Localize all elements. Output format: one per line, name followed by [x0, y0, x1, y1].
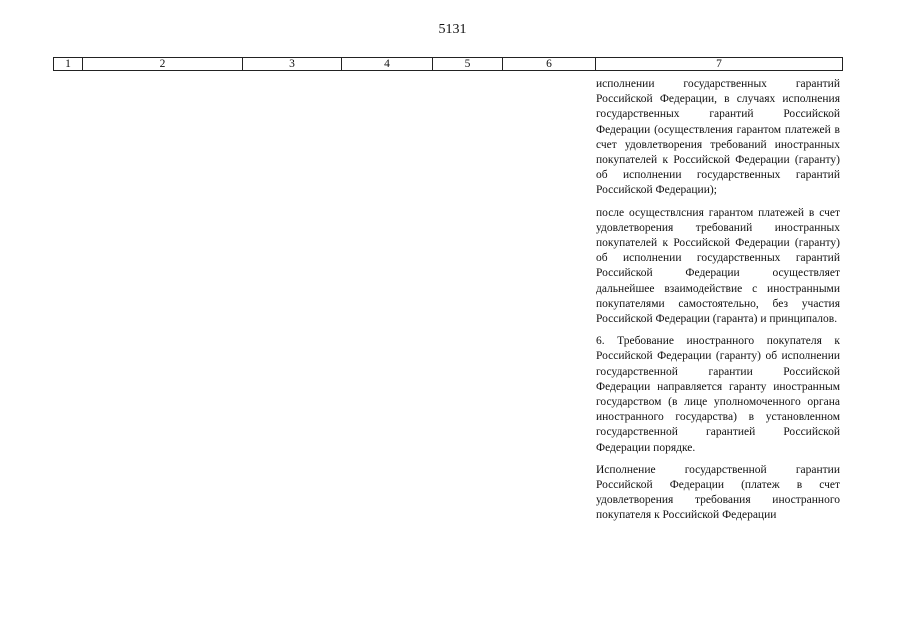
column-header-2: 2 [83, 58, 243, 71]
column-header-row [54, 58, 843, 71]
paragraph: 6. Требование иностранного покупателя к Российской Федерации (гаранту) об исполнении государственной гарантии Российской Федерации направляется гаранту иностранным государством (в лице уполномоченного органа иностранного государства) в установленном государственной гарантией Российской Федерации порядке. [596, 335, 840, 454]
column-header-7: 7 [596, 58, 843, 71]
column-header-5: 5 [433, 58, 503, 71]
column-header-3: 3 [243, 58, 342, 71]
column-header-4: 4 [342, 58, 433, 71]
page-number: 5131 [438, 22, 467, 37]
column-7-text [596, 77, 840, 531]
paragraph: после осуществлсния гарантом платежей в счет удовлетворения требований иностранных покупателей к Российской Федерации (гаранту) об исполнении государственных гарантий Российской Федерации осуществляет дальнейшее взаимодействие с иностранными покупателями самостоятельно, без участия Российской Федерации (гаранта) и принципалов. [596, 206, 840, 326]
paragraph: Исполнение государственной гарантии Российской Федерации (платеж в счет удовлетворения требования иностранного покупателя к Российской Федерации [596, 463, 840, 522]
column-header-6: 6 [503, 58, 596, 71]
paragraph: исполнении государственных гарантий Российской Федерации, в случаях исполнения государственных гарантий Российской Федерации (осуществления гарантом платежей в счет удовлетворения требований иностранных покупателей к Российской Федерации (гаранту) об исполнении государственных гарантий Российской Федерации); [596, 78, 840, 197]
column-header-1: 1 [54, 58, 83, 71]
column-header-table [53, 57, 843, 71]
